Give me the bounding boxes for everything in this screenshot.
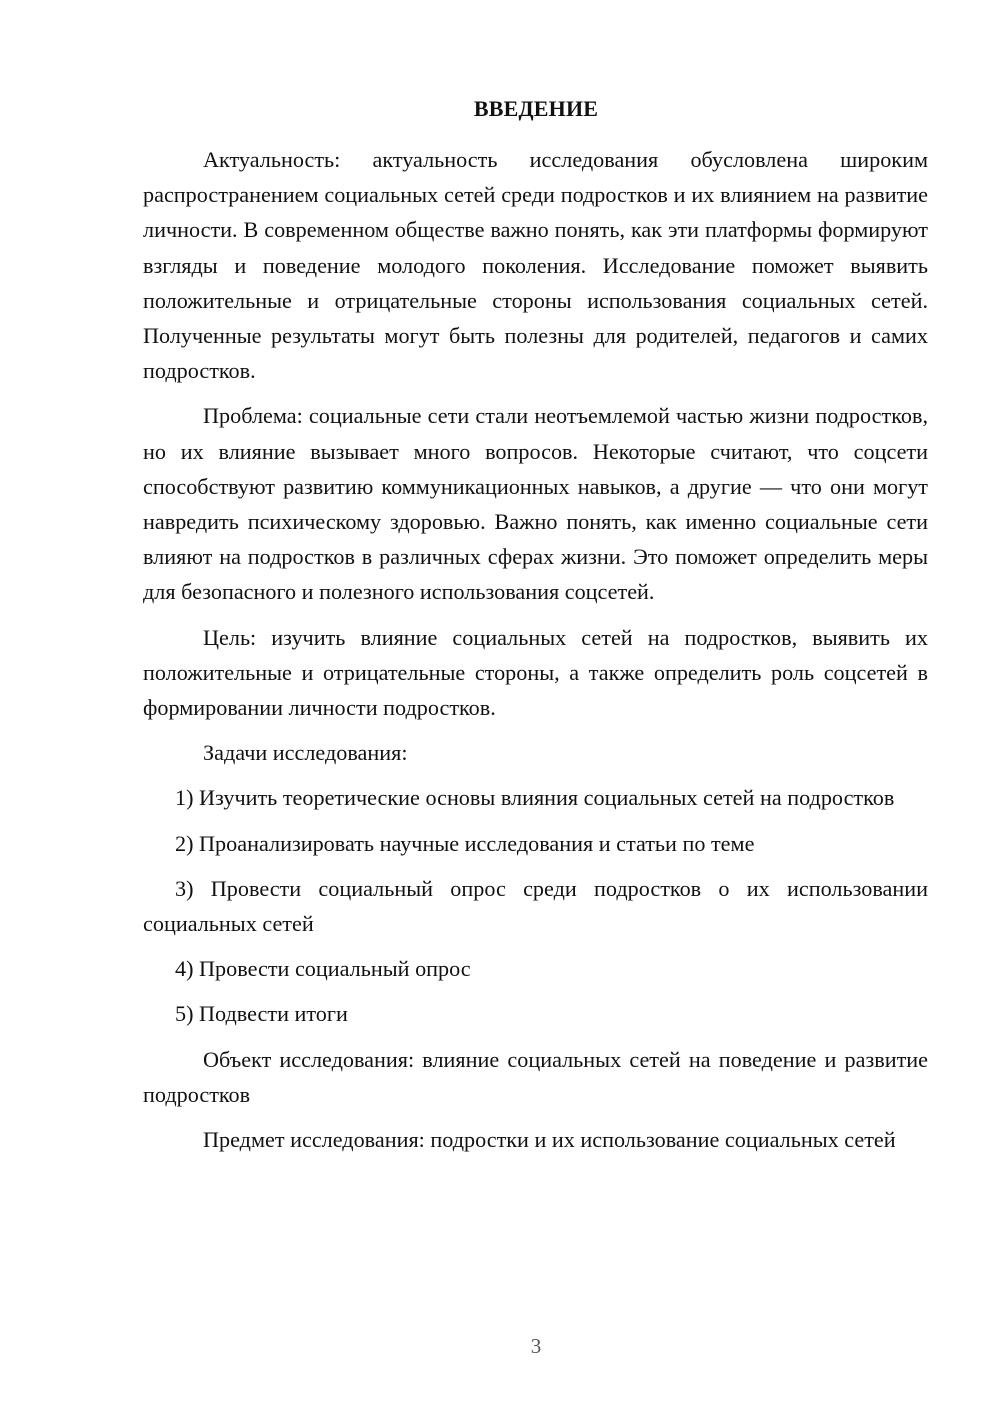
- task-item-1: 1) Изучить теоретические основы влияния социальных сетей на подростков: [175, 785, 895, 811]
- page-title: ВВЕДЕНИЕ: [473, 96, 599, 121]
- page-number: 3: [530, 1334, 542, 1358]
- task-item-5: 5) Подвести итоги: [175, 1001, 348, 1027]
- relevance-paragraph: Актуальность: актуальность исследования обусловлена широким распространением социальных сетей среди подростков и их влиянием на развитие личности. В современном обществе важно понять, как эти платформы формируют взгляды и поведение молодого поколения. Исследование поможет выявить положительные и отрицательные стороны использования социальных сетей. Полученные результаты могут быть полезны для родителей, педагогов и самих подростков.: [143, 147, 928, 384]
- task-item-3: 3) Провести социальный опрос среди подростков о их использовании социальных сетей: [143, 875, 928, 937]
- goal-paragraph: Цель: изучить влияние социальных сетей на подростков, выявить их положительные и отрицательные стороны, а также определить роль соцсетей в формировании личности подростков.: [143, 624, 928, 721]
- task-item-4: 4) Провести социальный опрос: [175, 956, 471, 982]
- problem-paragraph: Проблема: социальные сети стали неотъемлемой частью жизни подростков, но их влияние вызывает много вопросов. Некоторые считают, что соцсети способствуют развитию коммуникационных навыков, а другие — что они могут навредить психическому здоровью. Важно понять, как именно социальные сети влияют на подростков в различных сферах жизни. Это поможет определить меры для безопасного и полезного использования соцсетей.: [143, 403, 928, 605]
- subject-paragraph: Предмет исследования: подростки и их использование социальных сетей: [203, 1127, 896, 1153]
- tasks-heading: Задачи исследования:: [203, 740, 408, 766]
- object-paragraph: Объект исследования: влияние социальных сетей на поведение и развитие подростков: [143, 1046, 928, 1107]
- document-body: [143, 142, 928, 1157]
- task-item-2: 2) Проанализировать научные исследования и статьи по теме: [175, 830, 755, 856]
